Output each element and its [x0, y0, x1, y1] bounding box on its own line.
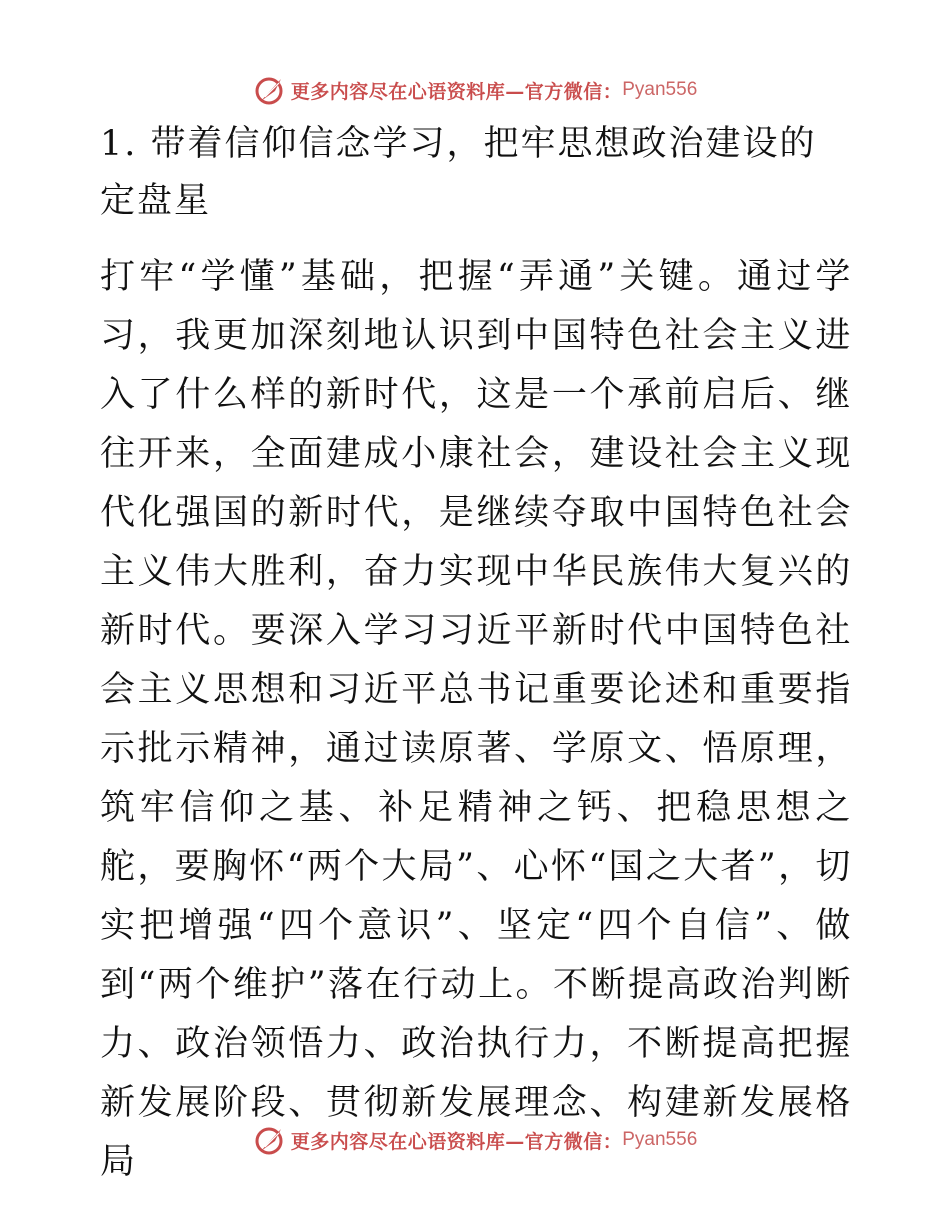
header-banner-text: 更多内容尽在心语资料库—官方微信： — [290, 80, 623, 103]
header-banner-wechat-id: Pyan556 — [622, 79, 698, 100]
feather-logo-icon — [253, 1123, 287, 1157]
footer-watermark-banner — [0, 1120, 950, 1160]
feather-logo-icon — [253, 73, 287, 107]
footer-banner-wechat-id: Pyan556 — [622, 1129, 698, 1150]
footer-banner-text: 更多内容尽在心语资料库—官方微信： — [290, 1130, 623, 1153]
body-paragraph: 打牢“学懂”基础，把握“弄通”关键。通过学习，我更加深刻地认识到中国特色社会主义进入了什么样的新时代，这是一个承前启后、继往开来，全面建成小康社会，建设社会主义现代化强国的新时代，是继续夺取中国特色社会主义伟大胜利，奋力实现中华民族伟大复兴的新时代。要深入学习习近平新时代中国特色社会主义思想和习近平总书记重要论述和重要指示批示精神，通过读原著、学原文、悟原理，筑牢信仰之基、补足精神之钙、把稳思想之舵，要胸怀“两个大局”、心怀“国之大者”，切实把增强“四个意识”、坚定“四个自信”、做到“两个维护”落在行动上。不断提高政治判断力、政治领悟力、政治执行力，不断提高把握新发展阶段、贯彻新发展理念、构建新发展格局 — [100, 257, 852, 1182]
header-watermark-banner — [0, 70, 950, 110]
section-heading: 1. 带着信仰信念学习，把牢思想政治建设的定盘星 — [100, 124, 817, 221]
